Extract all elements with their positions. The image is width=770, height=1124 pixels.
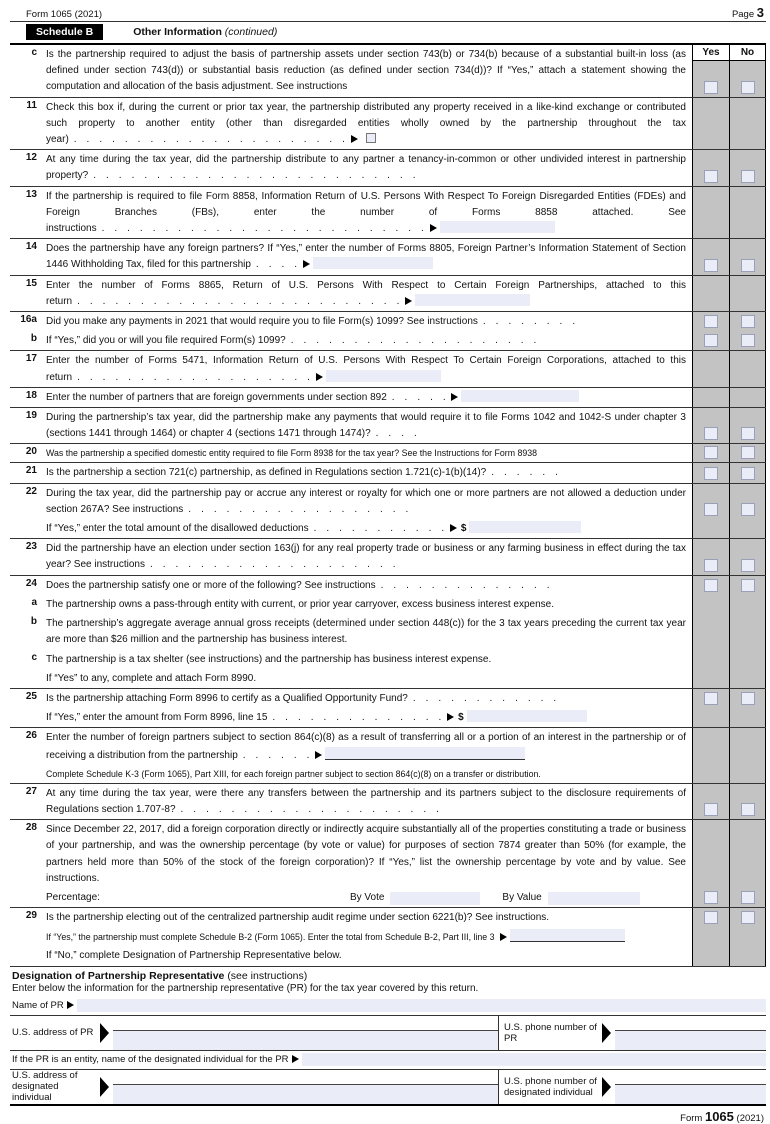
- no-checkbox-29[interactable]: [741, 911, 755, 924]
- row-number: 19: [25, 410, 37, 422]
- question-text: If “Yes,” the partnership must complete Schedule B-2 (Form 1065). Enter the total from Schedule B-2, Part III, line 3: [44, 927, 692, 946]
- row-number: [10, 927, 44, 946]
- question-text: At any time during the tax year, were there any transfers between the partnership and its partners subject to the disclosure requirements of Regulations section 1.707-8? . . . . . . . . . . . . . . . . . . . . .: [46, 787, 686, 815]
- entry-field-29[interactable]: [510, 929, 625, 942]
- yes-checkbox-12[interactable]: [704, 170, 718, 183]
- arrow-icon: [316, 373, 323, 381]
- arrow-icon: [405, 297, 412, 305]
- by-value-percentage-field[interactable]: [548, 892, 640, 905]
- other-information-table: [10, 45, 766, 967]
- no-cell-21: [729, 463, 766, 482]
- row-number: 27: [25, 785, 37, 797]
- question-row-18: [10, 388, 766, 408]
- yes-cell-25: [692, 708, 729, 727]
- question-text: If “Yes” to any, complete and attach Form 8990.: [46, 672, 257, 684]
- row-number: 26: [25, 730, 37, 742]
- entry-field-18[interactable]: [461, 390, 579, 402]
- yes-cell-22: [692, 484, 729, 519]
- no-cell-11: [729, 98, 766, 150]
- entry-field-26[interactable]: [325, 747, 525, 760]
- page-header: [10, 2, 766, 22]
- us-address-of-designated-individual-label: U.S. address of designated individual: [12, 1070, 78, 1104]
- no-checkbox-22[interactable]: [741, 503, 755, 516]
- yes-cell-24: [692, 669, 729, 688]
- yes-cell-28: [692, 820, 729, 888]
- no-cell-24: [729, 576, 766, 595]
- question-row-28: [10, 820, 766, 908]
- yes-cell-24: [692, 650, 729, 669]
- row-number: 17: [25, 353, 37, 365]
- yes-checkbox-20[interactable]: [704, 446, 718, 459]
- row-number: b: [30, 616, 37, 628]
- row-number: 15: [25, 277, 37, 289]
- no-cell-24: [729, 614, 766, 649]
- us-address-of-designated-individual-field[interactable]: [113, 1070, 498, 1104]
- entity-designated-individual-label: If the PR is an entity, name of the designated individual for the PR: [12, 1053, 289, 1065]
- entry-field-17[interactable]: [326, 370, 441, 382]
- percentage-label: Percentage:: [46, 891, 100, 903]
- no-cell-18: [729, 388, 766, 407]
- no-checkbox-27[interactable]: [741, 803, 755, 816]
- yes-checkbox-27[interactable]: [704, 803, 718, 816]
- row-number: [10, 765, 44, 783]
- no-cell-16a: [729, 331, 766, 350]
- yes-cell-17: [692, 351, 729, 386]
- arrow-icon: [602, 1077, 611, 1097]
- no-cell-c: [729, 45, 766, 97]
- yes-cell-24: [692, 614, 729, 649]
- us-phone-of-pr: [498, 1016, 766, 1050]
- yes-checkbox-19[interactable]: [704, 427, 718, 440]
- no-cell-14: [729, 239, 766, 274]
- arrow-icon: [100, 1023, 109, 1043]
- yes-cell-29: [692, 927, 729, 946]
- yes-cell-24: [692, 576, 729, 595]
- question-text: If “No,” complete Designation of Partnership Representative below.: [46, 950, 342, 962]
- dollar-sign: $: [460, 523, 467, 535]
- question-text: If “Yes,” enter the total amount of the disallowed deductions . . . . . . . . . . . $: [44, 519, 692, 538]
- arrow-icon: [602, 1023, 611, 1043]
- us-phone-of-designated-individual-label: U.S. phone number of designated individual: [504, 1075, 597, 1098]
- question-text: If “Yes,” did you or will you file required Form(s) 1099? . . . . . . . . . . . . . . . . . . . .: [46, 335, 537, 347]
- no-checkbox-14[interactable]: [741, 259, 755, 272]
- row-number: 13: [25, 188, 37, 200]
- no-cell-25: [729, 689, 766, 708]
- question-text: Did you make any payments in 2021 that would require you to file Form(s) 1099? See instructions . . . . . . . .: [46, 316, 576, 328]
- no-cell-28: [729, 820, 766, 888]
- row-number: 24: [25, 577, 37, 589]
- yes-cell-c: [692, 45, 729, 97]
- no-cell-23: [729, 539, 766, 574]
- entry-field-22[interactable]: [469, 521, 581, 533]
- no-cell-27: [729, 784, 766, 819]
- schedule-header-bar: [10, 22, 766, 45]
- us-phone-of-pr-label: U.S. phone number of PR: [504, 1021, 597, 1044]
- form-id: Form 1065 (2021): [26, 9, 103, 20]
- us-phone-of-designated-individual: [498, 1070, 766, 1104]
- no-cell-20: [729, 444, 766, 462]
- row-number: 14: [25, 241, 37, 253]
- row-number: [10, 669, 44, 688]
- question-row-13: [10, 187, 766, 240]
- no-cell-26: [729, 728, 766, 764]
- arrow-icon: [430, 224, 437, 232]
- question-row-12: [10, 150, 766, 186]
- yes-checkbox-22[interactable]: [704, 503, 718, 516]
- arrow-icon: [447, 713, 454, 721]
- yes-cell-19: [692, 408, 729, 443]
- yes-cell-26: [692, 728, 729, 764]
- question-text: Check this box if, during the current or prior tax year, the partnership distributed any property received in a like-kind exchange or contributed such property to another entity (other than disregarded entities wholly owned by the partnership throughout the tax year) . . . . . . . . . . . . . . . . . . . . . .: [46, 101, 686, 146]
- designated-individual-name-field[interactable]: [302, 1053, 766, 1066]
- yes-cell-12: [692, 150, 729, 185]
- question-text: Enter the number of foreign partners subject to section 864(c)(8) as a result of transferring all or a portion of an interest in the partnership or of receiving a distribution from the partnership . . . . . .: [46, 732, 686, 761]
- designation-subtitle: (see instructions): [227, 969, 308, 982]
- question-text: Was the partnership a specified domestic entity required to file Form 8938 for the tax year? See the Instructions for Form 8938: [46, 448, 538, 459]
- question-row-26: [10, 728, 766, 783]
- row-number: c: [31, 651, 37, 663]
- row-number: a: [31, 596, 37, 608]
- designated-individual-name-row: [10, 1051, 766, 1070]
- no-cell-25: [729, 708, 766, 727]
- row-number: [10, 946, 44, 965]
- yes-checkbox-21[interactable]: [704, 467, 718, 480]
- no-cell-28: [729, 888, 766, 907]
- no-cell-13: [729, 187, 766, 239]
- question-text: Complete Schedule K-3 (Form 1065), Part XIII, for each foreign partner subject to section 864(c)(8) on a transfer or distribution.: [46, 768, 541, 779]
- no-cell-17: [729, 351, 766, 386]
- question-text: The partnership owns a pass-through entity with current, or prior year carryover, excess business interest expense.: [46, 598, 555, 610]
- dollar-sign: $: [458, 712, 464, 724]
- row-number: 18: [25, 389, 37, 401]
- row-number: 21: [25, 465, 37, 477]
- no-cell-15: [729, 276, 766, 311]
- no-cell-24: [729, 595, 766, 614]
- question-text: Enter the number of Forms 8865, Return of U.S. Persons With Respect to Certain Foreign Partnerships, attached to this return . . . . . . . . . . . . . . . . . . . . . . . . . .: [46, 279, 686, 307]
- arrow-icon: [303, 260, 310, 268]
- yes-checkbox-c[interactable]: [704, 81, 718, 94]
- arrow-icon: [100, 1077, 109, 1097]
- row-number: 28: [25, 822, 37, 834]
- question-text: Is the partnership attaching Form 8996 to certify as a Qualified Opportunity Fund? . . . . . . . . . . . .: [46, 692, 557, 704]
- question-row-27: [10, 784, 766, 820]
- yes-cell-27: [692, 784, 729, 819]
- arrow-icon: [67, 1001, 74, 1009]
- question-text: The partnership is a tax shelter (see instructions) and the partnership has business interest expense.: [46, 653, 492, 665]
- row-number: 29: [25, 910, 37, 922]
- yes-cell-13: [692, 187, 729, 239]
- row-number: 22: [25, 485, 37, 497]
- question-text: During the tax year, did the partnership pay or accrue any interest or royalty for which one or more partners are not allowed a deduction under section 267A? See instructions . . . . . . . . . . . . . . . . . .: [46, 487, 686, 515]
- question-row-23: [10, 539, 766, 575]
- yes-cell-29: [692, 946, 729, 965]
- name-of-pr-row: [10, 997, 766, 1016]
- no-cell-26: [729, 765, 766, 783]
- question-row-17: [10, 351, 766, 387]
- row-number: 12: [25, 152, 37, 164]
- yes-checkbox-16a-1[interactable]: [704, 334, 718, 347]
- yes-cell-22: [692, 519, 729, 538]
- page-number: Page 3: [731, 5, 764, 20]
- yes-cell-14: [692, 239, 729, 274]
- yes-cell-16a: [692, 312, 729, 331]
- no-checkbox-12[interactable]: [741, 170, 755, 183]
- yes-cell-24: [692, 595, 729, 614]
- yes-cell-16a: [692, 331, 729, 350]
- question-text: Since December 22, 2017, did a foreign corporation directly or indirectly acquire substantially all of the properties constituting a trade or business of your partnership, and was the ownership percentage (by vote or value) for purposes of section 7874 greater than 50% (for example, the partners held more than 50% of the stock of the foreign corporation)? If “Yes,” list the ownership percentage by vote and by value. See instructions.: [46, 824, 686, 884]
- row-number: 16a: [20, 314, 37, 326]
- no-column-header: No: [730, 45, 765, 61]
- yes-cell-21: [692, 463, 729, 482]
- question-text: Is the partnership a section 721(c) partnership, as defined in Regulations section 1.721(c)-1(b)(14)? . . . . . .: [46, 467, 558, 479]
- question-text: If the partnership is required to file Form 8858, Information Return of U.S. Persons With Respect To Foreign Disregarded Entities (FDEs) and Foreign Branches (FBs), enter the number of Forms 8858 attached. See instructions . . . . . . . . . . . . . . . . . . . . . . . . . .: [46, 190, 686, 235]
- no-cell-12: [729, 150, 766, 185]
- yes-cell-20: [692, 444, 729, 462]
- no-cell-19: [729, 408, 766, 443]
- yes-cell-23: [692, 539, 729, 574]
- yes-cell-26: [692, 765, 729, 783]
- row-number: [10, 708, 44, 727]
- no-checkbox-24[interactable]: [741, 579, 755, 592]
- question-row-24: [10, 576, 766, 689]
- no-cell-22: [729, 484, 766, 519]
- by-vote-percentage-field[interactable]: [390, 892, 480, 905]
- yes-cell-28: [692, 888, 729, 907]
- us-address-of-designated-individual: [10, 1070, 498, 1104]
- yes-cell-18: [692, 388, 729, 407]
- yes-checkbox-14[interactable]: [704, 259, 718, 272]
- question-row-16a: [10, 312, 766, 351]
- designation-intro: Enter below the information for the partnership representative (PR) for the tax year covered by this return.: [12, 982, 479, 994]
- checkbox-11[interactable]: [366, 133, 376, 143]
- yes-cell-29: [692, 908, 729, 927]
- question-text: Enter the number of partners that are foreign governments under section 892 . . . . .: [44, 388, 692, 407]
- yes-cell-11: [692, 98, 729, 150]
- question-row-19: [10, 408, 766, 444]
- no-checkbox-16a-1[interactable]: [741, 334, 755, 347]
- no-cell-16a: [729, 312, 766, 331]
- question-row-14: [10, 239, 766, 275]
- entry-field-14[interactable]: [313, 257, 433, 269]
- name-of-pr-label: Name of PR: [12, 999, 64, 1011]
- yes-checkbox-16a[interactable]: [704, 315, 718, 328]
- designation-title: Designation of Partnership Representative: [12, 969, 225, 982]
- no-checkbox-16a[interactable]: [741, 315, 755, 328]
- schedule-title: Other Information (continued): [133, 26, 278, 38]
- name-of-pr-field[interactable]: [77, 999, 766, 1012]
- arrow-icon: [500, 933, 507, 941]
- question-row-29: [10, 908, 766, 966]
- yes-cell-25: [692, 689, 729, 708]
- arrow-icon: [451, 393, 458, 401]
- row-number: [10, 519, 44, 538]
- no-cell-29: [729, 908, 766, 927]
- yes-cell-15: [692, 276, 729, 311]
- question-text: If “Yes,” enter the amount from Form 8996, line 15 . . . . . . . . . . . . . . $: [44, 708, 692, 727]
- no-checkbox-28-1[interactable]: [741, 891, 755, 904]
- yes-checkbox-29[interactable]: [704, 911, 718, 924]
- us-address-of-pr: [10, 1016, 498, 1050]
- no-checkbox-19[interactable]: [741, 427, 755, 440]
- question-text: Does the partnership satisfy one or more of the following? See instructions . . . . . . . . . . . . . .: [46, 579, 550, 591]
- arrow-icon: [315, 751, 322, 759]
- yes-checkbox-23[interactable]: [704, 559, 718, 572]
- no-checkbox-25[interactable]: [741, 692, 755, 705]
- question-row-11: [10, 98, 766, 151]
- no-cell-22: [729, 519, 766, 538]
- question-text: Did the partnership have an election under section 163(j) for any real property trade or business or any farming business in effect during the tax year? See instructions . . . . . . . . . . . . . . . . . . . .: [46, 543, 686, 571]
- yes-checkbox-24[interactable]: [704, 579, 718, 592]
- question-text: At any time during the tax year, did the partnership distribute to any partner a tenancy-in-common or other undivided interest in partnership property? . . . . . . . . . . . . . . . . . . . . . . . . . .: [46, 154, 686, 182]
- us-phone-of-designated-individual-field[interactable]: [615, 1070, 766, 1104]
- designation-heading: [10, 967, 766, 983]
- no-checkbox-21[interactable]: [741, 467, 755, 480]
- arrow-icon: [351, 135, 358, 143]
- row-number: 11: [26, 99, 37, 111]
- question-row-20: [10, 444, 766, 463]
- by-value-label: By Value: [502, 891, 542, 903]
- question-row-25: [10, 689, 766, 728]
- arrow-icon: [292, 1055, 299, 1063]
- question-row-c: [10, 45, 766, 98]
- pr-address-phone-row: [10, 1016, 766, 1051]
- yes-checkbox-25[interactable]: [704, 692, 718, 705]
- question-row-21: [10, 463, 766, 483]
- by-vote-label: By Vote: [349, 891, 385, 903]
- page-footer: Form 1065 (2021): [680, 1108, 764, 1124]
- question-row-22: [10, 484, 766, 540]
- row-number: 23: [25, 541, 37, 553]
- question-text: Enter the number of Forms 5471, Information Return of U.S. Persons With Respect To Certain Foreign Corporations, attached to this return . . . . . . . . . . . . . . . . . . .: [46, 355, 686, 383]
- yes-checkbox-28-1[interactable]: [704, 891, 718, 904]
- entry-field-25[interactable]: [467, 710, 587, 722]
- no-checkbox-23[interactable]: [741, 559, 755, 572]
- question-row-15: [10, 276, 766, 312]
- entry-field-13[interactable]: [440, 221, 555, 233]
- no-cell-29: [729, 927, 766, 946]
- row-number: [10, 888, 44, 907]
- us-address-of-pr-field[interactable]: [113, 1016, 498, 1050]
- question-text: Does the partnership have any foreign partners? If “Yes,” enter the number of Forms 8805, Foreign Partner’s Information Statement of Section 1446 Withholding Tax, filed for this partnership . . . .: [46, 243, 686, 271]
- us-address-of-pr-label: U.S. address of PR: [12, 1027, 94, 1039]
- row-number: 20: [25, 446, 37, 458]
- schedule-b-tab: Schedule B: [26, 24, 103, 40]
- question-text: During the partnership’s tax year, did the partnership make any payments that would require it to file Forms 1042 and 1042-S under chapter 3 (sections 1441 through 1464) or chapter 4 (sections 1471 through 1474)? . . . .: [46, 412, 686, 440]
- no-cell-29: [729, 946, 766, 965]
- question-text: Is the partnership electing out of the centralized partnership audit regime under section 6221(b)? See instructions.: [46, 912, 550, 924]
- row-number: 25: [25, 690, 37, 702]
- no-cell-24: [729, 650, 766, 669]
- no-checkbox-c[interactable]: [741, 81, 755, 94]
- designated-individual-address-phone-row: [10, 1070, 766, 1106]
- row-number: b: [30, 333, 37, 345]
- question-text: The partnership’s aggregate average annual gross receipts (determined under section 448(c)) for the 3 tax years preceding the current tax year are more than $26 million and the partnership has business interest.: [46, 618, 686, 646]
- no-cell-24: [729, 669, 766, 688]
- entry-field-15[interactable]: [415, 294, 530, 306]
- arrow-icon: [450, 524, 457, 532]
- schedule-continued: (continued): [224, 26, 278, 38]
- us-phone-of-pr-field[interactable]: [615, 1016, 766, 1050]
- percentage-line: [44, 888, 692, 907]
- question-text: Is the partnership required to adjust the basis of partnership assets under section 743(b) or 734(b) because of a substantial built-in loss (as defined under section 743(d)) or substantial basis reduction (as defined under section 734(d))? If “Yes,” attach a statement showing the computation and allocation of the basis adjustment. See instructions: [46, 49, 686, 93]
- yes-column-header: Yes: [693, 45, 729, 61]
- row-number: c: [31, 47, 37, 58]
- no-checkbox-20[interactable]: [741, 446, 755, 459]
